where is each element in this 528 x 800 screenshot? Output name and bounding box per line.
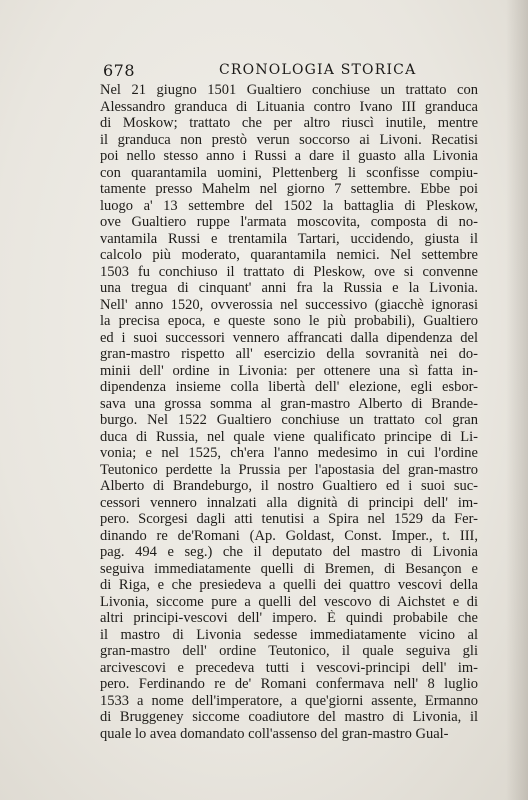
running-title: CRONOLOGIA STORICA	[219, 62, 417, 78]
text-line: una tregua di cinquant' anni fra la Russia e la Livonia.	[100, 280, 478, 296]
text-line: Alberto di Brandeburgo, il nostro Gualtiero ed i suoi suc-	[100, 478, 478, 494]
text-line: Teutonico perdette la Prussia per l'apostasia del gran-mastro	[100, 461, 478, 478]
text-line: il granduca non prestò verun soccorso ai Livoni. Recatisi	[100, 131, 478, 148]
text-line: calcolo più moderato, quarantamila nemici. Nel settembre	[100, 247, 478, 263]
text-line: Livonia, siccome pure a quelli del vescovo di Aichstet e di	[100, 593, 478, 610]
text-line: quale lo avea domandato coll'assenso del gran-mastro Gual-	[100, 725, 449, 742]
text-line: di Moskow; trattato che per altro riuscì inutile, mentre	[100, 115, 478, 131]
text-line: dipendenza insieme colla libertà dell' elezione, egli esbor-	[100, 379, 478, 395]
text-line: il mastro di Livonia sedesse immediatamente vicino al	[100, 626, 478, 643]
text-line: luogo a' 13 settembre del 1502 la battaglia di Pleskow,	[100, 197, 478, 214]
text-line: 1533 a nome dell'imperatore, a que'giorni assente, Ermanno	[100, 692, 478, 709]
text-line: vonia; e nel 1525, ch'era l'anno medesimo in cui l'ordine	[100, 445, 478, 461]
text-line: poi nello stesso anno i Russi a dare il guasto alla Livonia	[100, 148, 478, 164]
text-line: Nel 21 giugno 1501 Gualtiero conchiuse un trattato con	[100, 82, 478, 98]
text-line: pag. 494 e seg.) che il deputato del mastro di Livonia	[100, 544, 478, 560]
text-line: arcivescovi e precedeva tutti i vescovi-principi dell' im-	[100, 659, 478, 676]
text-line: pero. Scorgesi dagli atti tenutisi a Spira nel 1529 da Fer-	[100, 511, 478, 527]
page-edge-shadow	[506, 0, 528, 800]
text-line: la precisa epoca, e queste sono le più probabili), Gualtiero	[100, 313, 478, 329]
text-line: 1503 fu conchiuso il trattato di Pleskow, ove si convenne	[100, 263, 478, 280]
text-line: cessori vennero innalzati alla dignità di principi dell' im-	[100, 494, 478, 511]
text-line: duca di Russia, nel quale viene qualificato principe di Li-	[100, 428, 478, 445]
text-line: seguiva immediatamente quelli di Bremen, di Besançon e	[100, 560, 478, 577]
text-line: pero. Ferdinando re de' Romani confermava nell' 8 luglio	[100, 676, 478, 692]
text-line: altri principi-vescovi dell' impero. È quindi probabile che	[100, 610, 478, 626]
text-line: tamente presso Mahelm nel giorno 7 settembre. Ebbe poi	[100, 181, 478, 197]
body-text	[100, 82, 478, 742]
text-line: gran-mastro rispetto all' esercizio della sovranità nei do-	[100, 346, 478, 362]
text-line: Alessandro granduca di Lituania contro Ivano III granduca	[100, 98, 478, 115]
text-line: minii dell' ordine in Livonia: per ottenere una sì fatta in-	[100, 362, 478, 379]
text-line: con quarantamila uomini, Plettenberg li sconfisse compiu-	[100, 164, 478, 181]
text-line: burgo. Nel 1522 Gualtiero conchiuse un trattato col gran	[100, 412, 478, 428]
text-line: di Riga, e che presiedeva a quelli dei quattro vescovi della	[100, 577, 478, 593]
text-line: vantamila Russi e trentamila Tartari, uccidendo, giusta il	[100, 230, 478, 247]
text-line: di Bruggeney siccome coadiutore del mastro di Livonia, il	[100, 709, 478, 725]
text-line: ove Gualtiero ruppe l'armata moscovita, composta di no-	[100, 214, 478, 230]
text-line: ed i suoi successori vennero affrancati dalla dipendenza del	[100, 329, 478, 346]
text-line: gran-mastro dell' ordine Teutonico, il quale seguiva gli	[100, 643, 478, 659]
text-line: Nell' anno 1520, ovverossia nel successivo (giacchè ignorasi	[100, 296, 478, 313]
page-number: 678	[103, 61, 136, 80]
text-line: sava una grossa somma al gran-mastro Alberto di Brande-	[100, 395, 478, 412]
text-line: dinando re de'Romani (Ap. Goldast, Const. Imper., t. III,	[100, 527, 478, 544]
